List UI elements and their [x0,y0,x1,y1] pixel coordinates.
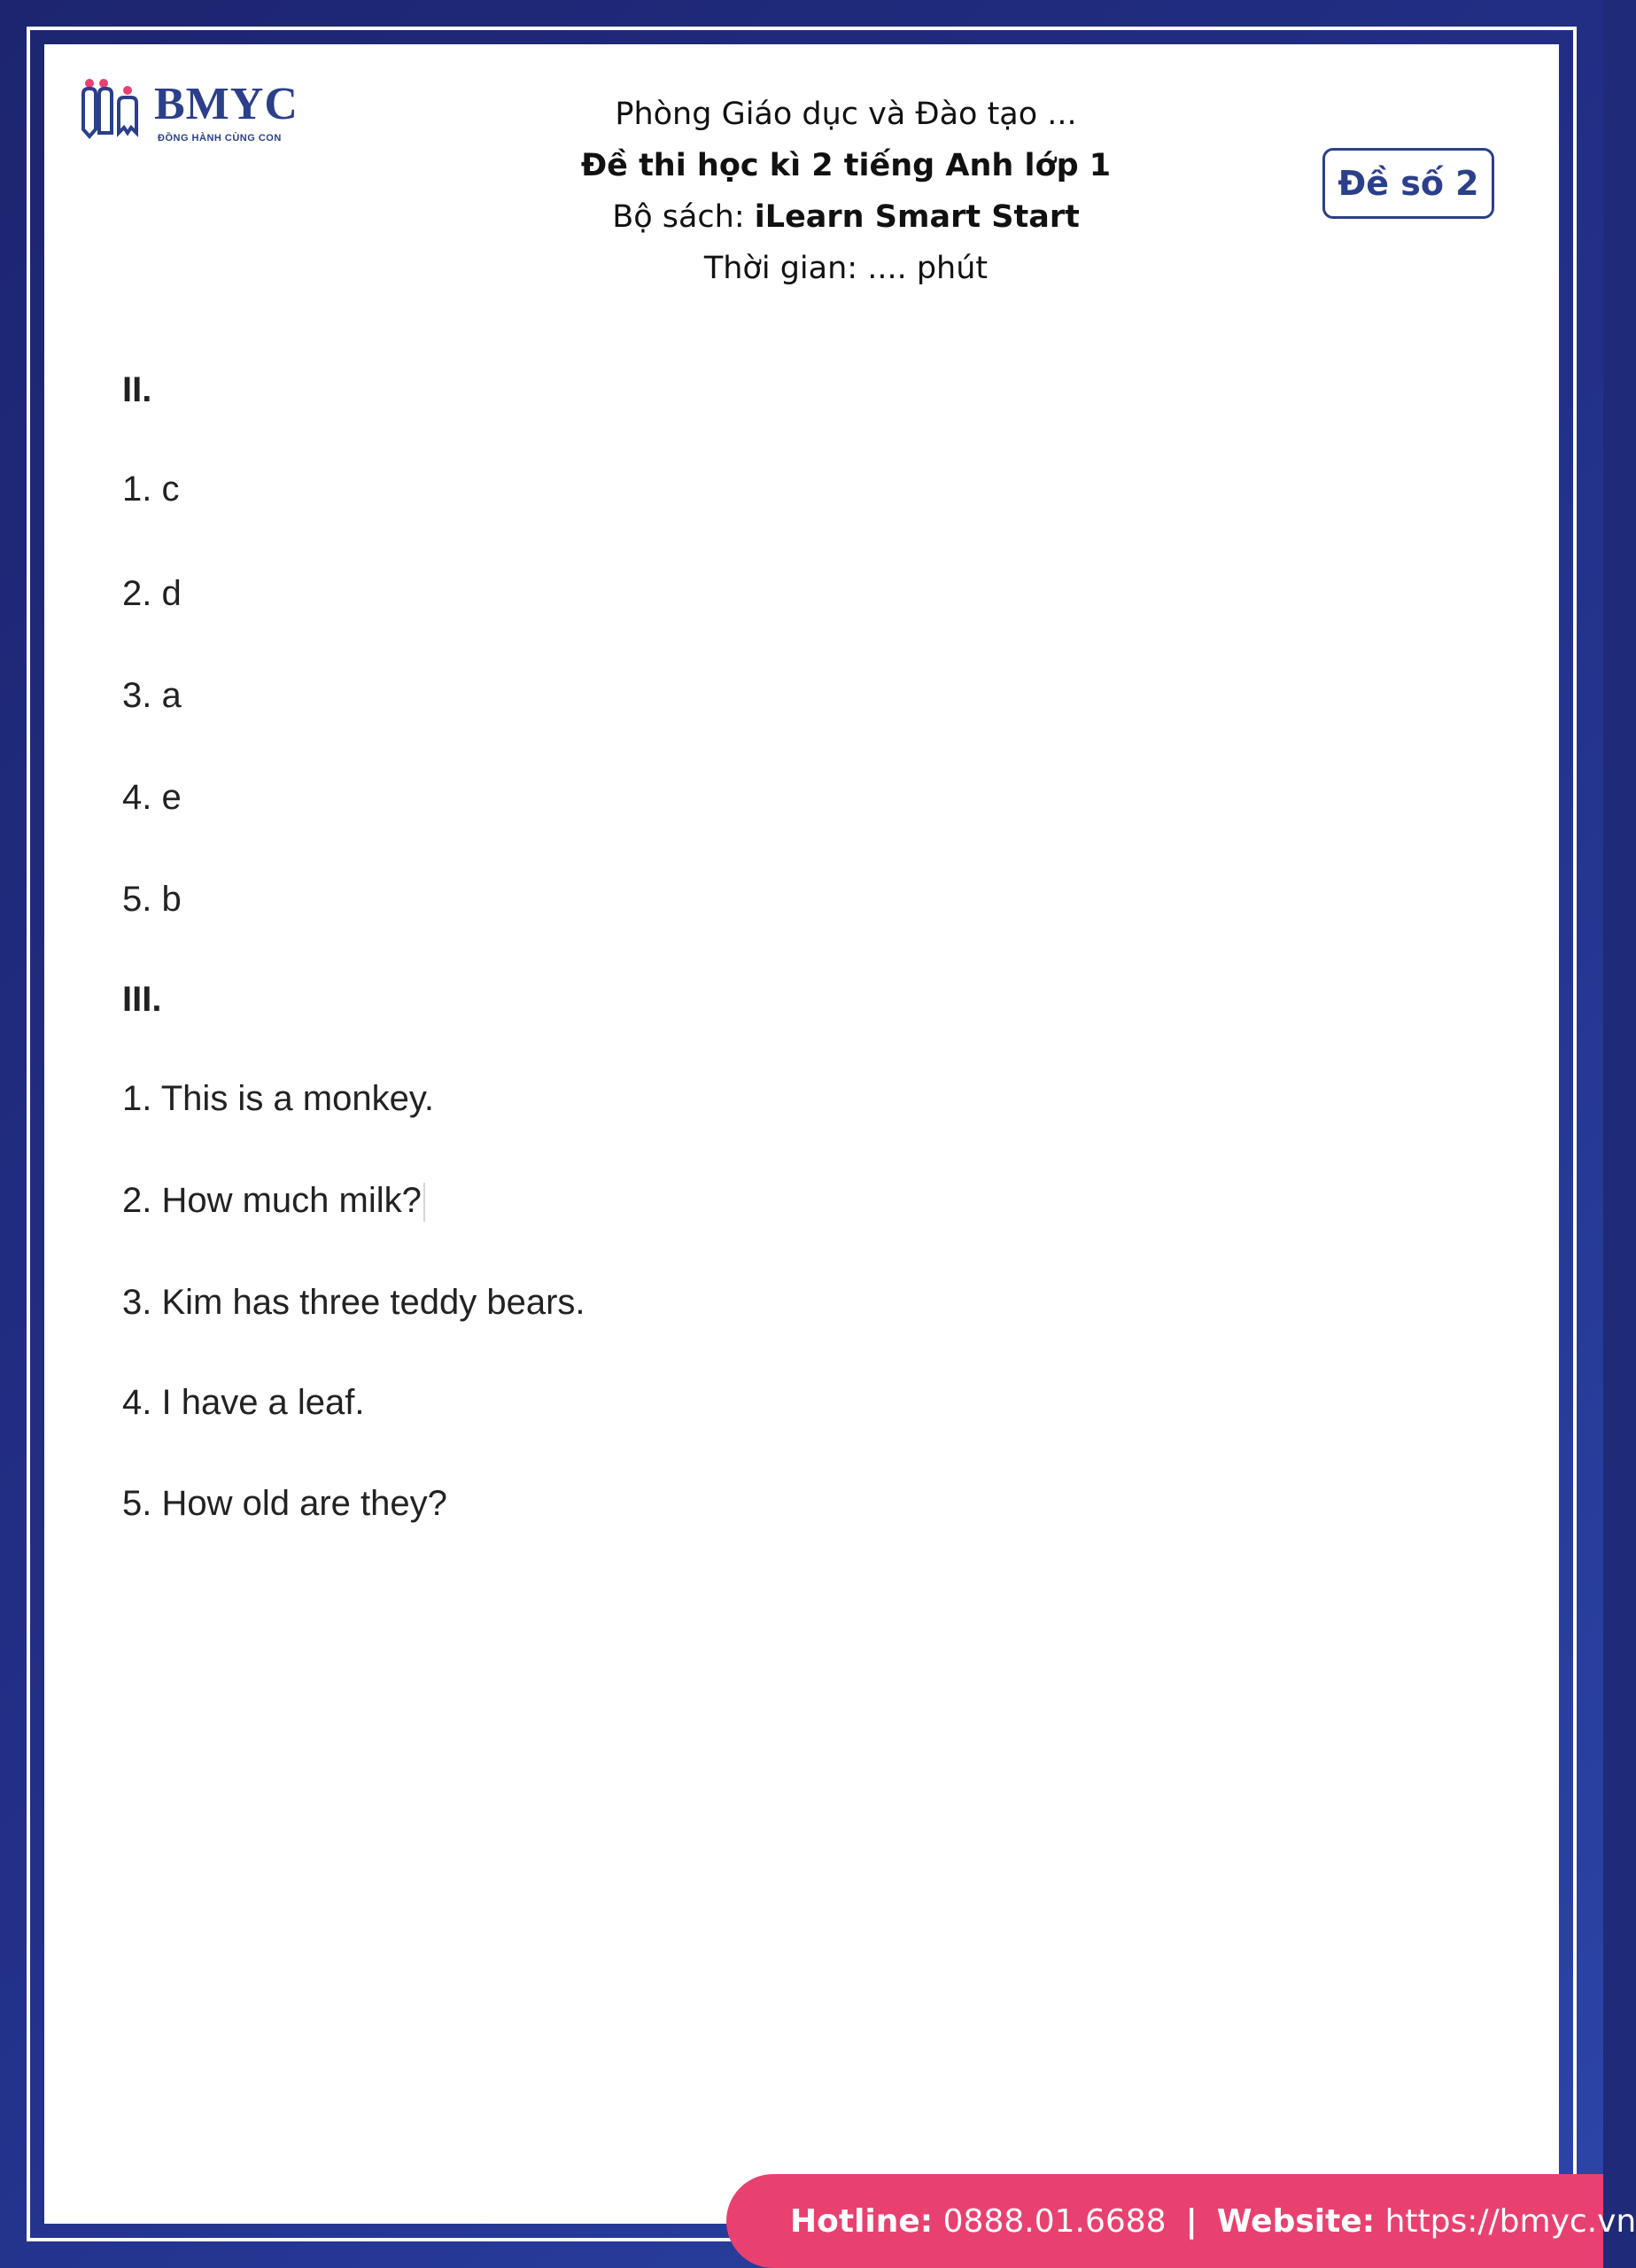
website-link[interactable]: https://bmyc.vn [1384,2202,1636,2240]
contact-footer [726,2174,1636,2268]
hotline-number[interactable]: 0888.01.6688 [942,2202,1167,2240]
list-item: 2. d [122,574,182,613]
department-line: Phòng Giáo dục và Đào tạo ... [615,97,1077,132]
document-page [44,44,1559,2224]
book-name: iLearn Smart Start [754,199,1080,235]
brand-logo [80,71,310,151]
list-item: 5. How old are they? [122,1484,447,1523]
book-line [399,191,1293,243]
list-item: 5. b [122,880,182,919]
website-label: Website: [1216,2202,1376,2240]
list-item: 1. This is a monkey. [122,1079,434,1118]
exam-title: Đề thi học kì 2 tiếng Anh lớp 1 [580,148,1112,183]
list-item: 3. a [122,676,182,715]
list-item: 4. I have a leaf. [122,1383,365,1422]
exam-number-badge: Đề số 2 [1322,148,1494,219]
hotline-label: Hotline: [790,2202,934,2240]
brand-tagline: ĐỒNG HÀNH CÙNG CON [158,133,282,144]
list-item: 3. Kim has three teddy bears. [122,1283,585,1322]
section-heading: II. [122,370,152,409]
footer-separator: | [1185,2202,1198,2240]
time-line: Thời gian: .... phút [703,251,989,286]
text-cursor [423,1183,425,1222]
section-heading: III. [122,980,162,1019]
exam-header [399,89,1293,294]
list-item-text: 2. How much milk? [122,1181,422,1220]
list-item: 1. c [122,470,180,509]
brand-name: BMYC [154,79,299,129]
family-icon [80,71,154,151]
list-item-with-cursor [122,1178,425,1223]
book-label: Bộ sách: [612,199,755,235]
list-item: 4. e [122,778,182,817]
